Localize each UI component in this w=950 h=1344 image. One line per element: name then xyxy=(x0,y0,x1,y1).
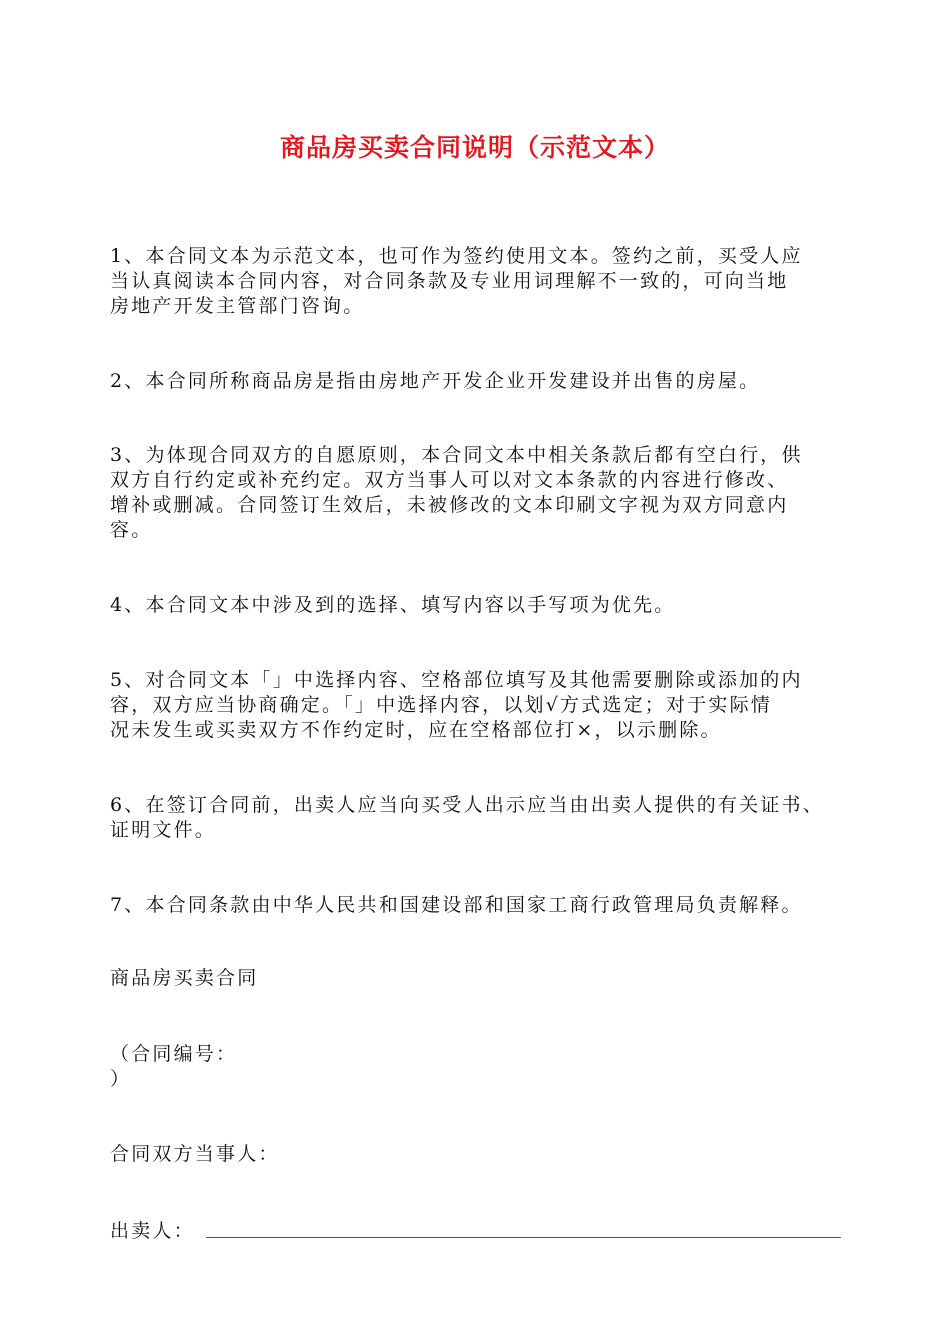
clause-1 xyxy=(110,244,845,319)
clause-3 xyxy=(110,443,845,543)
document-title: 商品房买卖合同说明（示范文本） xyxy=(279,133,670,162)
clause-1-line-3: 房地产开发主管部门咨询。 xyxy=(110,295,365,317)
seller-field xyxy=(110,1216,845,1242)
clause-4 xyxy=(110,593,845,618)
contract-number-close: ） xyxy=(110,1068,132,1090)
seller-label: 出卖人： xyxy=(110,1220,195,1242)
clause-1-line-2: 当认真阅读本合同内容，对合同条款及专业用词理解不一致的，可向当地 xyxy=(110,270,789,292)
clause-1-line-1: 1、本合同文本为示范文本，也可作为签约使用文本。签约之前，买受人应 xyxy=(110,245,803,267)
clause-7-line-1: 7、本合同条款由中华人民共和国建设部和国家工商行政管理局负责解释。 xyxy=(110,894,803,916)
clause-6 xyxy=(110,793,845,843)
clause-3-line-1: 3、为体现合同双方的自愿原则，本合同文本中相关条款后都有空白行，供 xyxy=(110,444,803,466)
clause-3-line-2: 双方自行约定或补充约定。双方当事人可以对文本条款的内容进行修改、 xyxy=(110,469,789,491)
contract-number-label: （合同编号： xyxy=(110,1043,238,1065)
clause-3-line-3: 增补或删减。合同签订生效后，未被修改的文本印刷文字视为双方同意内 xyxy=(110,494,789,516)
clause-7 xyxy=(110,893,845,918)
clause-6-line-1: 6、在签订合同前，出卖人应当向买受人出示应当由出卖人提供的有关证书、 xyxy=(110,794,824,816)
seller-blank-line xyxy=(206,1237,841,1238)
contract-number xyxy=(110,1042,845,1092)
contract-heading-text: 商品房买卖合同 xyxy=(110,967,259,989)
contract-heading xyxy=(110,966,845,991)
clause-3-line-4: 容。 xyxy=(110,519,153,541)
clause-5-line-3: 况未发生或买卖双方不作约定时，应在空格部位打×，以示删除。 xyxy=(110,719,722,741)
parties-heading-text: 合同双方当事人： xyxy=(110,1143,280,1165)
clause-2-line-1: 2、本合同所称商品房是指由房地产开发企业开发建设并出售的房屋。 xyxy=(110,370,761,392)
clause-6-line-2: 证明文件。 xyxy=(110,819,217,841)
parties-heading xyxy=(110,1142,845,1167)
clause-2 xyxy=(110,369,845,394)
clause-5-line-2: 容，双方应当协商确定。「」中选择内容，以划√方式选定；对于实际情 xyxy=(110,694,773,716)
clause-4-line-1: 4、本合同文本中涉及到的选择、填写内容以手写项为优先。 xyxy=(110,594,676,616)
clause-5 xyxy=(110,668,845,743)
clause-5-line-1: 5、对合同文本「」中选择内容、空格部位填写及其他需要删除或添加的内 xyxy=(110,669,803,691)
